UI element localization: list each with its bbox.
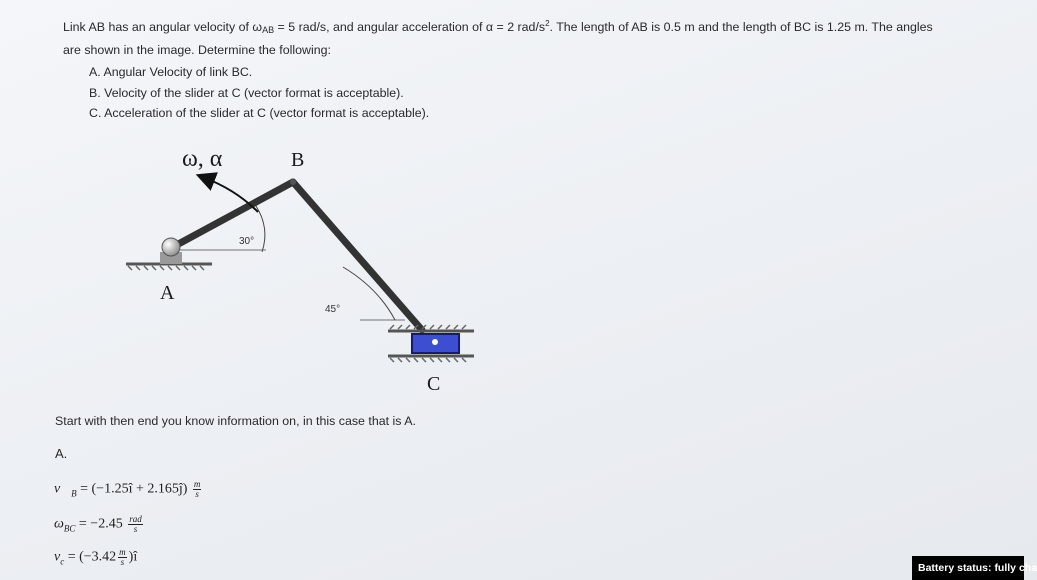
equation-vc [54,548,137,567]
angle-arc-30 [256,206,265,252]
wbc-unit-denominator: s [133,524,138,534]
vc-symbol: v [54,549,61,565]
vc-unit-denominator: s [120,557,125,567]
wbc-unit-numerator: rad [129,514,142,524]
wbc-value: = −2.45 [75,516,127,532]
pin-b [290,179,296,185]
vc-direction: )î [128,549,138,565]
angle-label-30: 30° [239,236,255,247]
part-b: B. Velocity of the slider at C (vector format is acceptable). [89,85,404,100]
pin-a [162,238,180,256]
solution-part-label: A. [55,446,68,461]
label-b: B [291,149,305,171]
battery-status-badge: Battery status: fully cha [912,556,1024,580]
wbc-symbol: ω [54,516,64,532]
vc-unit [118,548,127,567]
link-bc [293,182,422,330]
wbc-subscript: BC [63,523,76,534]
vb-unit-numerator: m [193,479,201,489]
problem-text: . The length of AB is 0.5 m and the length of BC is 1.25 m. The angles [549,20,933,34]
problem-line-2: are shown in the image. Determine the following: [63,43,331,57]
vc-unit-numerator: m [119,547,126,557]
wbc-unit [128,515,143,534]
label-a: A [160,282,175,304]
guide-bottom [388,356,474,362]
pin-c [432,339,438,345]
part-a: A. Angular Velocity of link BC. [89,65,253,79]
vb-subscript: B [71,488,77,499]
alpha-exponent: 2 [545,19,550,28]
vc-subscript: c [60,556,65,567]
solution-note: Start with then end you know information on, in this case that is A. [55,414,416,428]
vc-value: = (−3.42 [64,549,117,565]
equation-wbc [54,515,145,534]
omega-subscript: AB [262,25,275,35]
problem-text: Link AB has an angular velocity of ω [63,20,263,34]
vb-symbol: v⃗ [54,481,72,497]
ground-a [126,264,212,270]
part-c: C. Acceleration of the slider at C (vector format is acceptable). [89,106,430,120]
label-omega-alpha: ω, α [182,146,223,172]
equation-vb [54,480,203,499]
vb-unit [193,480,202,499]
guide-top [388,325,474,331]
vb-unit-denominator: s [195,489,199,499]
vb-value: = (−1.25î + 2.165ĵ) [76,481,191,497]
label-c: C [427,373,441,395]
problem-text: = 5 rad/s, and angular acceleration of α = 2 rad/s [274,20,546,34]
angle-label-45: 45° [325,304,341,315]
